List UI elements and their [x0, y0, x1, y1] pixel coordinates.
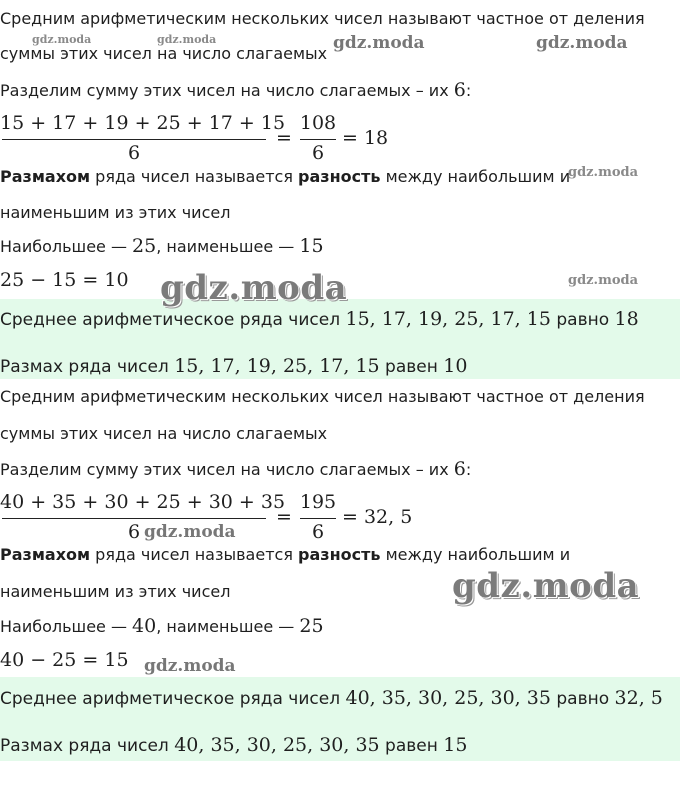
answer-range-mid: равен	[379, 736, 444, 756]
range-def-mid: ряда чисел называется	[90, 545, 299, 564]
range-term: Размахом	[0, 545, 91, 564]
range-definition-line2: наименьшим из этих чисел	[0, 203, 231, 222]
equals-sign: =	[276, 127, 292, 149]
mean-definition-line1: Средним арифметическим нескольких чисел называют частное от деления	[0, 9, 645, 28]
range-def-end: между наибольшим и	[380, 167, 571, 186]
watermark-logo: gdz.moda	[160, 268, 348, 308]
min-label: , наименьшее —	[156, 617, 300, 636]
answer-range-text: Размах ряда чисел	[0, 357, 175, 377]
answer-range-value: 10	[443, 355, 468, 377]
answer-series: 40, 35, 30, 25, 30, 35	[345, 687, 551, 709]
colon: :	[465, 460, 472, 479]
fraction1-denominator: 6	[127, 521, 141, 543]
answer-mean-value: 18	[614, 308, 639, 330]
divide-intro	[0, 459, 680, 480]
difference-term: разность	[298, 545, 381, 564]
min-value: 15	[299, 235, 324, 257]
mean-definition-line1: Средним арифметическим нескольких чисел называют частное от деления	[0, 387, 645, 406]
answer-range	[0, 735, 680, 756]
answer-range-mid: равен	[379, 357, 444, 377]
fraction2-numerator: 108	[299, 112, 337, 134]
answer-series: 40, 35, 30, 25, 30, 35	[174, 734, 380, 756]
watermark-logo: gdz.moda	[32, 33, 92, 46]
answer-mean	[0, 688, 680, 709]
min-value: 25	[299, 615, 324, 637]
max-min-line	[0, 616, 680, 637]
max-label: Наибольшее —	[0, 237, 133, 256]
answer-range-value: 15	[443, 734, 468, 756]
range-definition-line2: наименьшим из этих чисел	[0, 582, 231, 601]
divide-intro-text: Разделим сумму этих чисел на число слагаемых – их	[0, 81, 449, 100]
answer-mean-value: 32, 5	[614, 687, 663, 709]
fraction1-numerator: 15 + 17 + 19 + 25 + 17 + 15	[0, 112, 286, 134]
answer-mean-text: Среднее арифметическое ряда чисел	[0, 310, 346, 330]
answer-mean	[0, 309, 680, 330]
answer-mean-mid: равно	[550, 310, 615, 330]
min-label: , наименьшее —	[156, 237, 300, 256]
watermark-logo: gdz.moda	[144, 522, 236, 542]
fraction1-bar	[2, 139, 266, 140]
range-definition-line1	[0, 545, 680, 565]
range-calculation: 25 − 15 = 10	[0, 269, 129, 291]
range-term: Размахом	[0, 167, 91, 186]
equals-sign: =	[276, 506, 292, 528]
watermark-logo: gdz.moda	[157, 33, 217, 46]
range-def-end: между наибольшим и	[380, 545, 571, 564]
divide-intro-text: Разделим сумму этих чисел на число слагаемых – их	[0, 460, 449, 479]
count-value: 6	[453, 79, 466, 101]
mean-result: = 32, 5	[342, 506, 413, 528]
max-label: Наибольшее —	[0, 617, 133, 636]
answer-series: 15, 17, 19, 25, 17, 15	[345, 308, 551, 330]
range-calculation: 40 − 25 = 15	[0, 649, 129, 671]
answer-series: 15, 17, 19, 25, 17, 15	[174, 355, 380, 377]
mean-definition-line2: суммы этих чисел на число слагаемых	[0, 424, 328, 443]
answer-mean-mid: равно	[550, 689, 615, 709]
fraction2-denominator: 6	[311, 521, 325, 543]
range-def-mid: ряда чисел называется	[90, 167, 299, 186]
count-value: 6	[453, 458, 466, 480]
answer-range	[0, 356, 680, 377]
watermark-logo: gdz.moda	[536, 33, 628, 53]
max-min-line	[0, 236, 680, 257]
watermark-logo: gdz.moda	[452, 566, 640, 606]
colon: :	[465, 81, 472, 100]
mean-formula	[0, 110, 400, 162]
fraction2-denominator: 6	[311, 142, 325, 164]
fraction2-bar	[300, 518, 336, 519]
watermark-logo: gdz.moda	[568, 273, 639, 288]
watermark-logo: gdz.moda	[568, 165, 639, 180]
answer-range-text: Размах ряда чисел	[0, 736, 175, 756]
divide-intro	[0, 80, 680, 101]
fraction1-bar	[2, 518, 266, 519]
difference-term: разность	[298, 167, 381, 186]
fraction2-numerator: 195	[299, 491, 337, 513]
max-value: 40	[132, 615, 157, 637]
mean-definition-line2: суммы этих чисел на число слагаемых	[0, 44, 328, 63]
answer-mean-text: Среднее арифметическое ряда чисел	[0, 689, 346, 709]
watermark-logo: gdz.moda	[333, 33, 425, 53]
fraction1-numerator: 40 + 35 + 30 + 25 + 30 + 35	[0, 491, 286, 513]
mean-result: = 18	[342, 127, 389, 149]
watermark-logo: gdz.moda	[144, 656, 236, 676]
max-value: 25	[132, 235, 157, 257]
fraction2-bar	[300, 139, 336, 140]
fraction1-denominator: 6	[127, 142, 141, 164]
